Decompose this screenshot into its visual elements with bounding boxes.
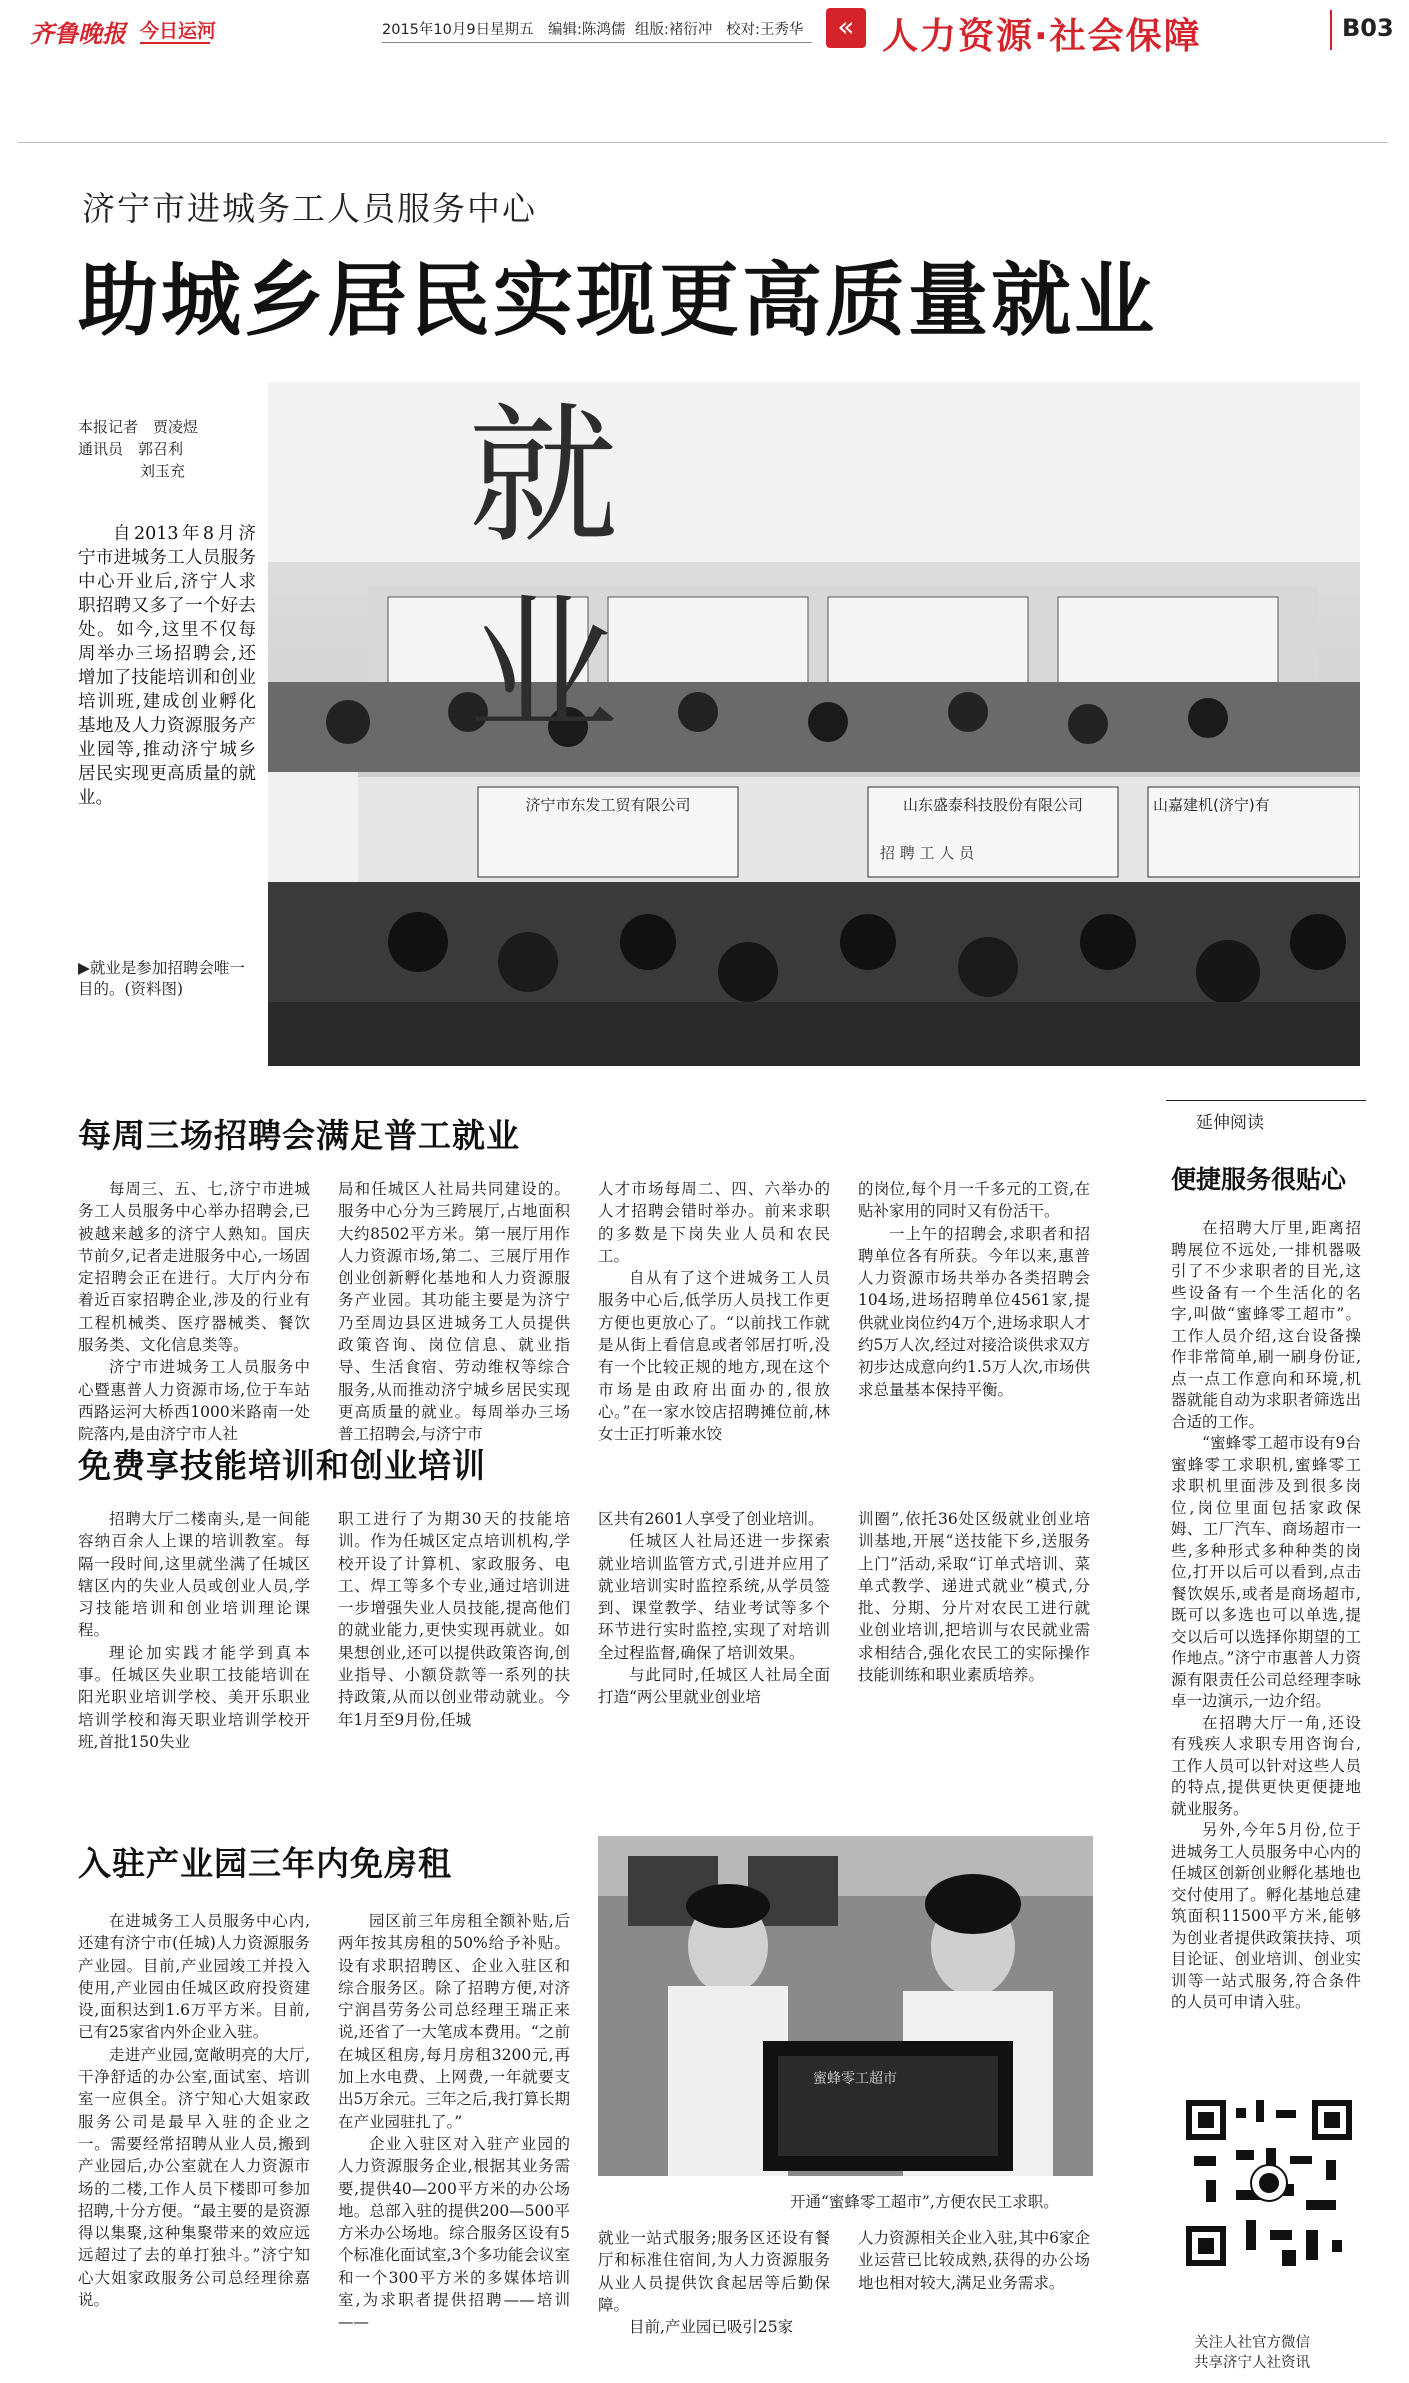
section3-col4 — [858, 2227, 1090, 2294]
photo-sign-text: 就业 — [468, 390, 879, 754]
byline-correspondent-1: 通讯员 郭召利 — [78, 440, 184, 458]
section2-col4 — [858, 1508, 1090, 1686]
paragraph: 一上午的招聘会,求职者和招聘单位各有所获。今年以来,惠普人力资源市场共举办各类招聘会104场,进场招聘单位4561家,提供就业岗位约4万个,进场求职人才约5万人次,经过对接洽谈供求双方初步达成意向约1.5万人次,市场供求总量基本保持平衡。 — [858, 1224, 1090, 1399]
paragraph: 在招聘大厅一角,还设有残疾人求职专用咨询台,工作人员可以针对这些人员的特点,提供更快更便捷地就业服务。 — [1171, 1713, 1361, 1818]
section2-col1 — [78, 1508, 310, 1753]
section-title: 人力资源·社会保障 — [882, 16, 1202, 57]
section3-title: 入驻产业园三年内免房租 — [78, 1844, 452, 1883]
section1-col3 — [598, 1178, 830, 1446]
issue-date: 2015年10月9日 — [382, 22, 491, 38]
paragraph: 的岗位,每个月一千多元的工资,在贴补家用的同时又有份活干。 — [858, 1180, 1090, 1221]
section3-col2 — [338, 1910, 570, 2334]
paragraph: 园区前三年房租全额补贴,后两年按其房租的50%给予补贴。设有求职招聘区、企业入驻区和综合服务区。除了招聘方便,对济宁润昌劳务公司总经理王瑞正来说,还省了一大笔成本费用。“之前在城区租房,每月房租3200元,再加上水电费、上网费,一年就要支出5万余元。三年之后,我打算长期在产业园驻扎了。” — [338, 1912, 570, 2131]
booth-sign-2: 山东盛泰科技股份有限公司 — [902, 796, 1083, 814]
header-divider — [1330, 10, 1332, 50]
paragraph: 训圈”,依托36处区级就业创业培训基地,开展“送技能下乡,送服务上门”活动,采取“订单式培训、菜单式教学、递进式就业”模式,分批、分期、分片对农民工进行就业创业培训,把培训与农民就业需求相结合,强化农民工的实际操作技能训练和职业素质培养。 — [858, 1510, 1090, 1685]
paragraph: 在招聘大厅里,距离招聘展位不远处,一排机器吸引了不少求职者的目光,这些设备有一个生活化的名字,叫做“蜜蜂零工超市”。工作人员介绍,这台设备操作非常简单,刷一刷身份证,点一点工作意向和环境,机器就能自动为求职者筛选出合适的工作。 — [1171, 1219, 1361, 1431]
section1-col1 — [78, 1178, 310, 1446]
issue-weekday: 星期五 — [490, 22, 534, 38]
paragraph: 目前,产业园已吸引25家 — [629, 2318, 794, 2337]
paragraph: “蜜蜂零工超市设有9台蜜蜂零工求职机,蜜蜂零工求职机里面涉及到很多岗位,岗位里面包括家政保姆、工厂汽车、商场超市一些,多种形式多种种类的岗位,打开以后可以看到,点击餐饮娱乐,或者是商场超市,既可以多选也可以单选,提交以后可以选择你期望的工作地点。”济宁市惠普人力资源有限责任公司总经理李咏卓一边演示,一边介绍。 — [1171, 1434, 1361, 1710]
paragraph: 招聘大厅二楼南头,是一间能容纳百余人上课的培训教室。每隔一段时间,这里就坐满了任城区辖区内的失业人员或创业人员,学习技能培训和创业培训理论课程。 — [78, 1510, 310, 1640]
sidebar-body — [1171, 1218, 1361, 2014]
booth-notice: 招 聘 工 人 员 — [880, 844, 975, 862]
paragraph: 局和任城区人社局共同建设的。服务中心分为三跨展厅,占地面积大约8502平方米。第一展厅用作人力资源市场,第二、三展厅用作创业创新孵化基地和人力资源服务产业园。其功能主要是为济宁乃至周边县区进城务工人员提供政策咨询、岗位信息、就业指导、生活食宿、劳动维权等综合服务,从而推动济宁城乡居民实现更高质量的就业。每周举办三场普工招聘会,与济宁市 — [338, 1180, 570, 1444]
sidebar-label: 延伸阅读 — [1196, 1113, 1264, 1133]
paragraph: 区共有2601人享受了创业培训。 — [598, 1510, 824, 1528]
paragraph: 职工进行了为期30天的技能培训。作为任城区定点培训机构,学校开设了计算机、家政服务、电工、焊工等多个专业,通过培训进一步增强失业人员技能,提高他们的就业能力,更快实现再就业。如果想创业,还可以提供政策咨询,创业指导、小额贷款等一系列的扶持政策,从而以创业带动就业。今年1月至9月份,任城 — [338, 1510, 570, 1729]
lead-paragraph: 自2013年8月济宁市进城务工人员服务中心开业后,济宁人求职招聘又多了一个好去处。如今,这里不仅每周举办三场招聘会,还增加了技能培训和创业培训班,建成创业孵化基地及人力资源服务产业园等,推动济宁城乡居民实现更高质量的就业。 — [78, 524, 256, 808]
qr-caption — [1194, 2333, 1310, 2373]
paragraph: 济宁市进城务工人员服务中心暨惠普人力资源市场,位于车站西路运河大桥西1000米路南一处院落内,是由济宁市人社 — [78, 1358, 310, 1444]
top-rule — [18, 142, 1388, 143]
qr-caption-line-1: 关注人社官方微信 — [1194, 2335, 1310, 2351]
booth-sign-1: 济宁市东发工贸有限公司 — [525, 796, 691, 814]
paragraph: 任城区人社局还进一步探索就业培训监管方式,引进并应用了就业培训实时监控系统,从学员签到、课堂教学、结业考试等多个环节进行实时监控,实现了对培训全过程监督,确保了培训效果。 — [598, 1532, 830, 1662]
sidebar — [1166, 1100, 1386, 2383]
paragraph: 就业一站式服务;服务区还设有餐厅和标准住宿间,为人力资源服务从业人员提供饮食起居等后勤保障。 — [598, 2229, 830, 2314]
zero-job-market-photo-graphic — [598, 1836, 1093, 2176]
paragraph: 人力资源相关企业入驻,其中6家企业运营已比较成熟,获得的办公场地也相对较大,满足业务需求。 — [858, 2229, 1090, 2292]
masthead — [0, 0, 1409, 80]
paragraph: 另外,今年5月份,位于进城务工人员服务中心内的任城区创新创业孵化基地也交付使用了。孵化基地总建筑面积11500平方米,能够为创业者提供政策扶持、项目论证、创业培训、创业实训等一站式服务,符合条件的人员可申请入驻。 — [1171, 1821, 1361, 2011]
editor-credit: 编辑:陈鸿儒 — [548, 22, 626, 38]
chevron-left-icon: « — [826, 8, 866, 48]
edition-name: 今日运河 — [140, 20, 217, 42]
section1-col2 — [338, 1178, 570, 1446]
proof-credit: 校对:王秀华 — [726, 22, 804, 38]
section3-photo-caption: 开通“蜜蜂零工超市”,方便农民工求职。 — [790, 2193, 1059, 2211]
section1-title: 每周三场招聘会满足普工就业 — [78, 1116, 520, 1155]
paragraph: 在进城务工人员服务中心内,还建有济宁市(任城)人力资源服务产业园。目前,产业园竣工并投入使用,产业园由任城区政府投资建设,面积达到1.6万平方米。目前,已有25家省内外企业入驻。 — [78, 1912, 310, 2042]
headline-kicker: 济宁市进城务工人员服务中心 — [82, 189, 537, 228]
paragraph: 企业入驻区对入驻产业园的人力资源服务企业,根据其业务需要,提供40—200平方米的办公场地。总部入驻的提供200—500平方米办公场地。综合服务区设有5个标准化面试室,3个多功能会议室和一个300平方米的多媒体培训室,为求职者提供招聘——培训—— — [338, 2134, 570, 2332]
section1-col4 — [858, 1178, 1090, 1401]
section2-col3 — [598, 1508, 830, 1709]
photo-caption: ▶就业是参加招聘会唯一目的。(资料图) — [78, 959, 245, 998]
byline-correspondent-2: 刘玉充 — [140, 462, 186, 480]
qr-caption-line-2: 共享济宁人社资讯 — [1194, 2355, 1310, 2371]
byline — [78, 416, 198, 482]
paragraph: 人才市场每周二、四、六举办的人才招聘会错时举办。前来求职的多数是下岗失业人员和农民工。 — [598, 1180, 830, 1265]
paragraph: 每周三、五、七,济宁市进城务工人员服务中心举办招聘会,已被越来越多的济宁人熟知。国庆节前夕,记者走进服务中心,一场固定招聘会正在进行。大厅内分布着近百家招聘企业,涉及的行业有工程机械类、医疗器械类、餐饮服务类、文化信息类等。 — [78, 1180, 310, 1355]
paragraph: 走进产业园,宽敞明亮的大厅,干净舒适的办公室,面试室、培训室一应俱全。济宁知心大姐家政服务公司是最早入驻的企业之一。需要经常招聘从业人员,搬到产业园后,办公室就在人力资源市场的二楼,工作人员下楼即可参加招聘,十分方便。“最主要的是资源得以集聚,这种集聚带来的效应远远超过了去的单打独斗。”济宁知心大姐家政服务公司总经理徐嘉说。 — [78, 2045, 310, 2310]
header-rule-left — [382, 42, 812, 43]
job-fair-photo — [268, 382, 1360, 1066]
zero-job-market-photo — [598, 1836, 1093, 2176]
paragraph: 自从有了这个进城务工人员服务中心后,低学历人员找工作更方便也更放心了。“以前找工作就是从街上看信息或者邻居打听,没有一个比较正规的地方,现在这个市场是由政府出面办的,很放心。”在一家水饺店招聘摊位前,林女士正打听兼水饺 — [598, 1269, 830, 1444]
newspaper-logo: 齐鲁晚报 — [30, 19, 126, 48]
kiosk-screen-text: 蜜蜂零工超市 — [813, 2071, 897, 2087]
header-underline — [140, 42, 210, 44]
page-number: B03 — [1342, 14, 1394, 42]
section2-col2 — [338, 1508, 570, 1731]
paragraph: 与此同时,任城区人社局全面打造“两公里就业创业培 — [598, 1666, 830, 1707]
qr-code-graphic — [1186, 2100, 1352, 2266]
sidebar-title: 便捷服务很贴心 — [1171, 1165, 1347, 1194]
section2-title: 免费享技能培训和创业培训 — [78, 1446, 486, 1485]
section3-col3 — [598, 2227, 830, 2338]
booth-sign-3: 山嘉建机(济宁)有 — [1153, 796, 1270, 814]
byline-reporter: 本报记者 贾凌煜 — [78, 418, 199, 436]
sidebar-top-rule — [1166, 1100, 1366, 1101]
section3-col1 — [78, 1910, 310, 2311]
layout-credit: 组版:褚衍冲 — [635, 22, 713, 38]
headline-title: 助城乡居民实现更高质量就业 — [78, 254, 1157, 347]
qr-code-icon[interactable] — [1186, 2100, 1352, 2266]
paragraph: 理论加实践才能学到真本事。任城区失业职工技能培训在阳光职业培训学校、美开乐职业培训学校和海天职业培训学校开班,首批150失业 — [78, 1643, 310, 1751]
